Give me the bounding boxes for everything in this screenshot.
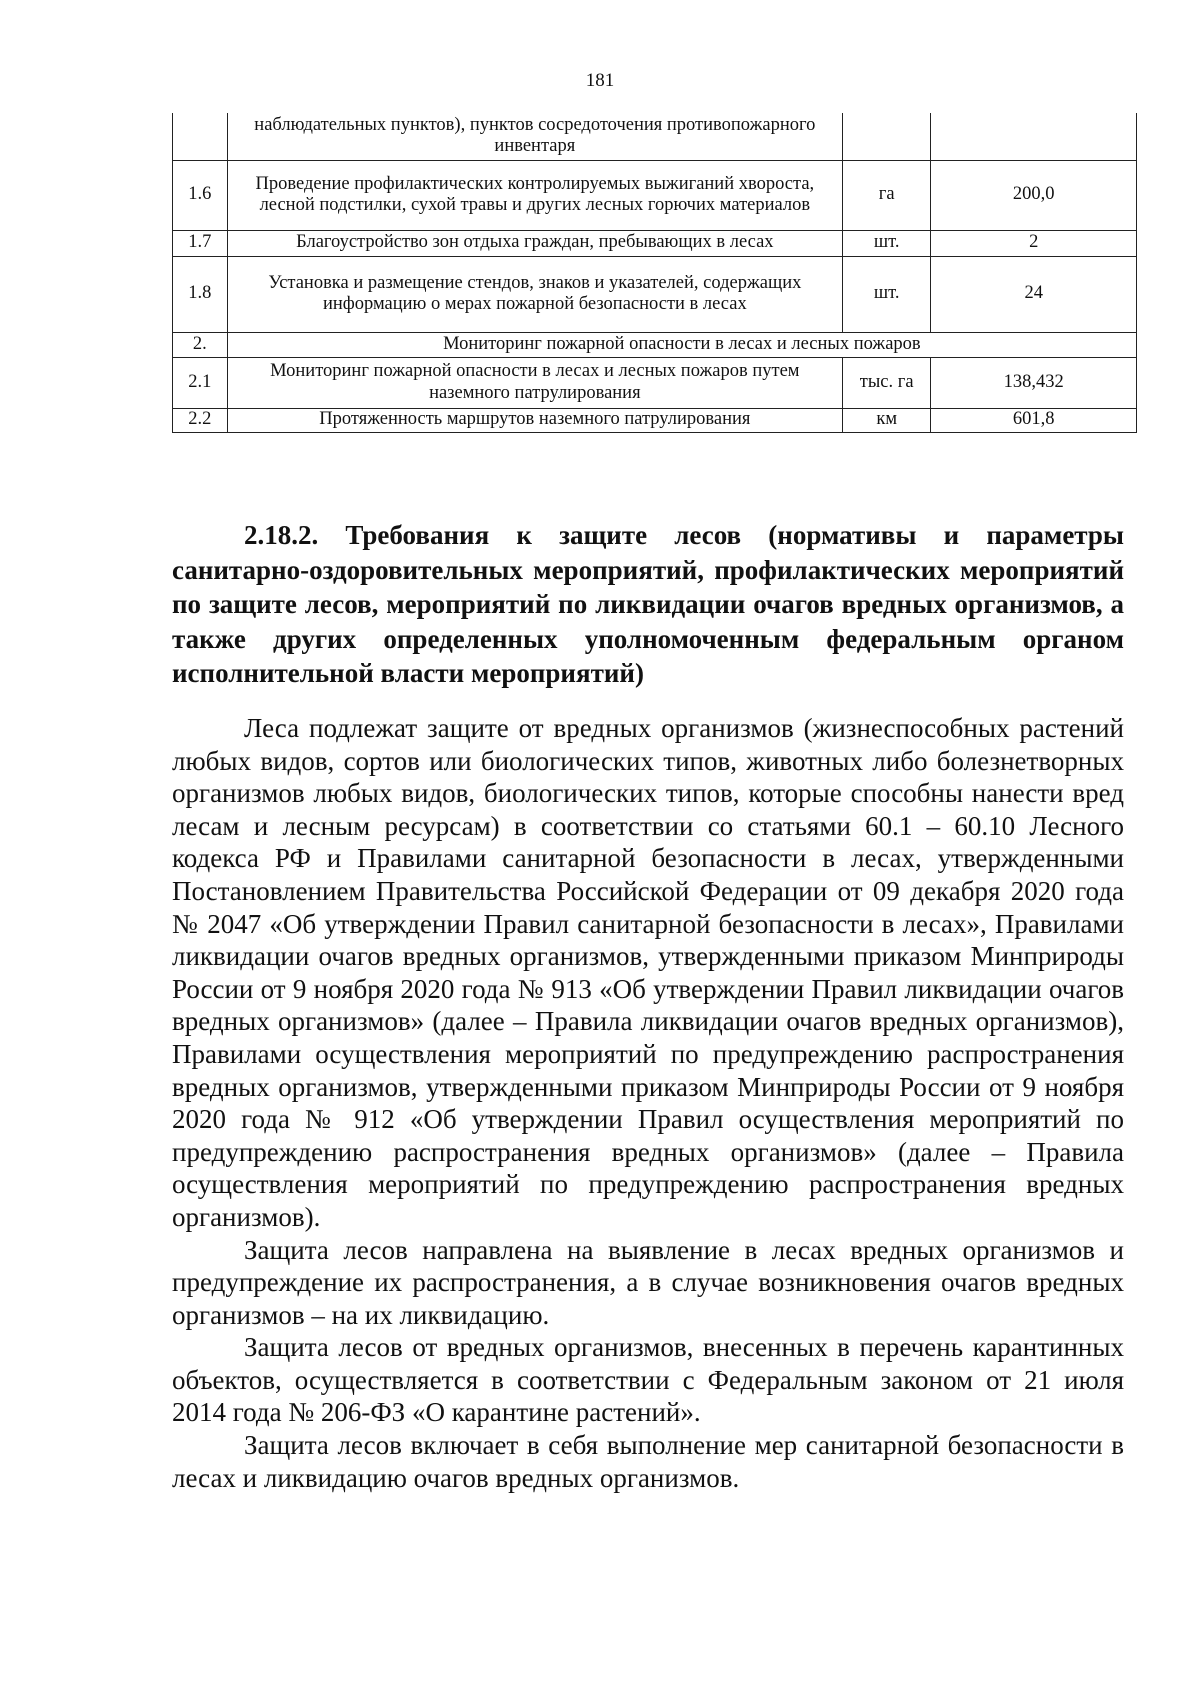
table-row <box>173 256 1137 332</box>
row-value: 24 <box>931 256 1137 332</box>
row-description: Мониторинг пожарной опасности в лесах и лесных пожаров путем наземного патрулирования <box>227 357 842 408</box>
row-unit: га <box>842 160 930 230</box>
table-section-row <box>173 332 1137 357</box>
page-number: 181 <box>585 70 615 91</box>
table-row <box>173 113 1137 160</box>
row-description: Установка и размещение стендов, знаков и указателей, содержащих информацию о мерах пожарной безопасности в лесах <box>227 256 842 332</box>
paragraph: Защита лесов от вредных организмов, внесенных в перечень карантинных объектов, осуществляется в соответствии с Федеральным законом от 21 июля 2014 года № 206-ФЗ «О карантине растений». <box>172 1332 1124 1428</box>
row-number: 2.1 <box>173 357 228 408</box>
row-value: 2 <box>931 230 1137 256</box>
section-heading: 2.18.2. Требования к защите лесов (нормативы и параметры санитарно-оздоровительных мероприятий, профилактических мероприятий по защите лесов, мероприятий по ликвидации очагов вредных организмов, а также других определенных уполномоченным федеральным органом исполнительной власти мероприятий) <box>172 520 1124 688</box>
row-value <box>931 113 1137 160</box>
table-row <box>173 357 1137 408</box>
body-text <box>172 712 1124 1494</box>
row-value: 138,432 <box>931 357 1137 408</box>
row-number: 2.2 <box>173 408 228 432</box>
row-value: 200,0 <box>931 160 1137 230</box>
row-description: наблюдательных пунктов), пунктов сосредоточения противопожарного инвентаря <box>227 113 842 160</box>
row-number: 1.8 <box>173 256 228 332</box>
section-number: 2. <box>173 332 228 357</box>
table-row <box>173 230 1137 256</box>
paragraph: Защита лесов направлена на выявление в лесах вредных организмов и предупреждение их распространения, а в случае возникновения очагов вредных организмов – на их ликвидацию. <box>172 1234 1124 1330</box>
section-title: Мониторинг пожарной опасности в лесах и лесных пожаров <box>227 332 1136 357</box>
table-row <box>173 408 1137 432</box>
row-description: Благоустройство зон отдыха граждан, пребывающих в лесах <box>227 230 842 256</box>
row-number: 1.7 <box>173 230 228 256</box>
row-unit <box>842 113 930 160</box>
table-row <box>173 160 1137 230</box>
row-description: Протяженность маршрутов наземного патрулирования <box>227 408 842 432</box>
measures-table <box>172 113 1137 433</box>
row-unit: шт. <box>842 256 930 332</box>
row-unit: км <box>842 408 930 432</box>
row-unit: шт. <box>842 230 930 256</box>
row-description: Проведение профилактических контролируемых выжиганий хвороста, лесной подстилки, сухой травы и других лесных горючих материалов <box>227 160 842 230</box>
row-number: 1.6 <box>173 160 228 230</box>
paragraph: Защита лесов включает в себя выполнение мер санитарной безопасности в лесах и ликвидацию очагов вредных организмов. <box>172 1430 1124 1493</box>
row-unit: тыс. га <box>842 357 930 408</box>
paragraph: Леса подлежат защите от вредных организмов (жизнеспособных растений любых видов, сортов или биологических типов, животных либо болезнетворных организмов любых видов, биологических типов, которые способны нанести вред лесам и лесным ресурсам) в соответствии со статьями 60.1 – 60.10 Лесного кодекса РФ и Правилами санитарной безопасности в лесах, утвержденными Постановлением Правительства Российской Федерации от 09 декабря 2020 года № 2047 «Об утверждении Правил санитарной безопасности в лесах», Правилами ликвидации очагов вредных организмов, утвержденными приказом Минприроды России от 9 ноября 2020 года № 913 «Об утверждении Правил ликвидации очагов вредных организмов» (далее – Правила ликвидации очагов вредных организмов), Правилами осуществления мероприятий по предупреждению распространения вредных организмов, утвержденными приказом Минприроды России от 9 ноября 2020 года № 912 «Об утверждении Правил осуществления мероприятий по предупреждению распространения вредных организмов» (далее – Правила осуществления мероприятий по предупреждению распространения вредных организмов). <box>172 713 1124 1232</box>
row-number <box>173 113 228 160</box>
row-value: 601,8 <box>931 408 1137 432</box>
